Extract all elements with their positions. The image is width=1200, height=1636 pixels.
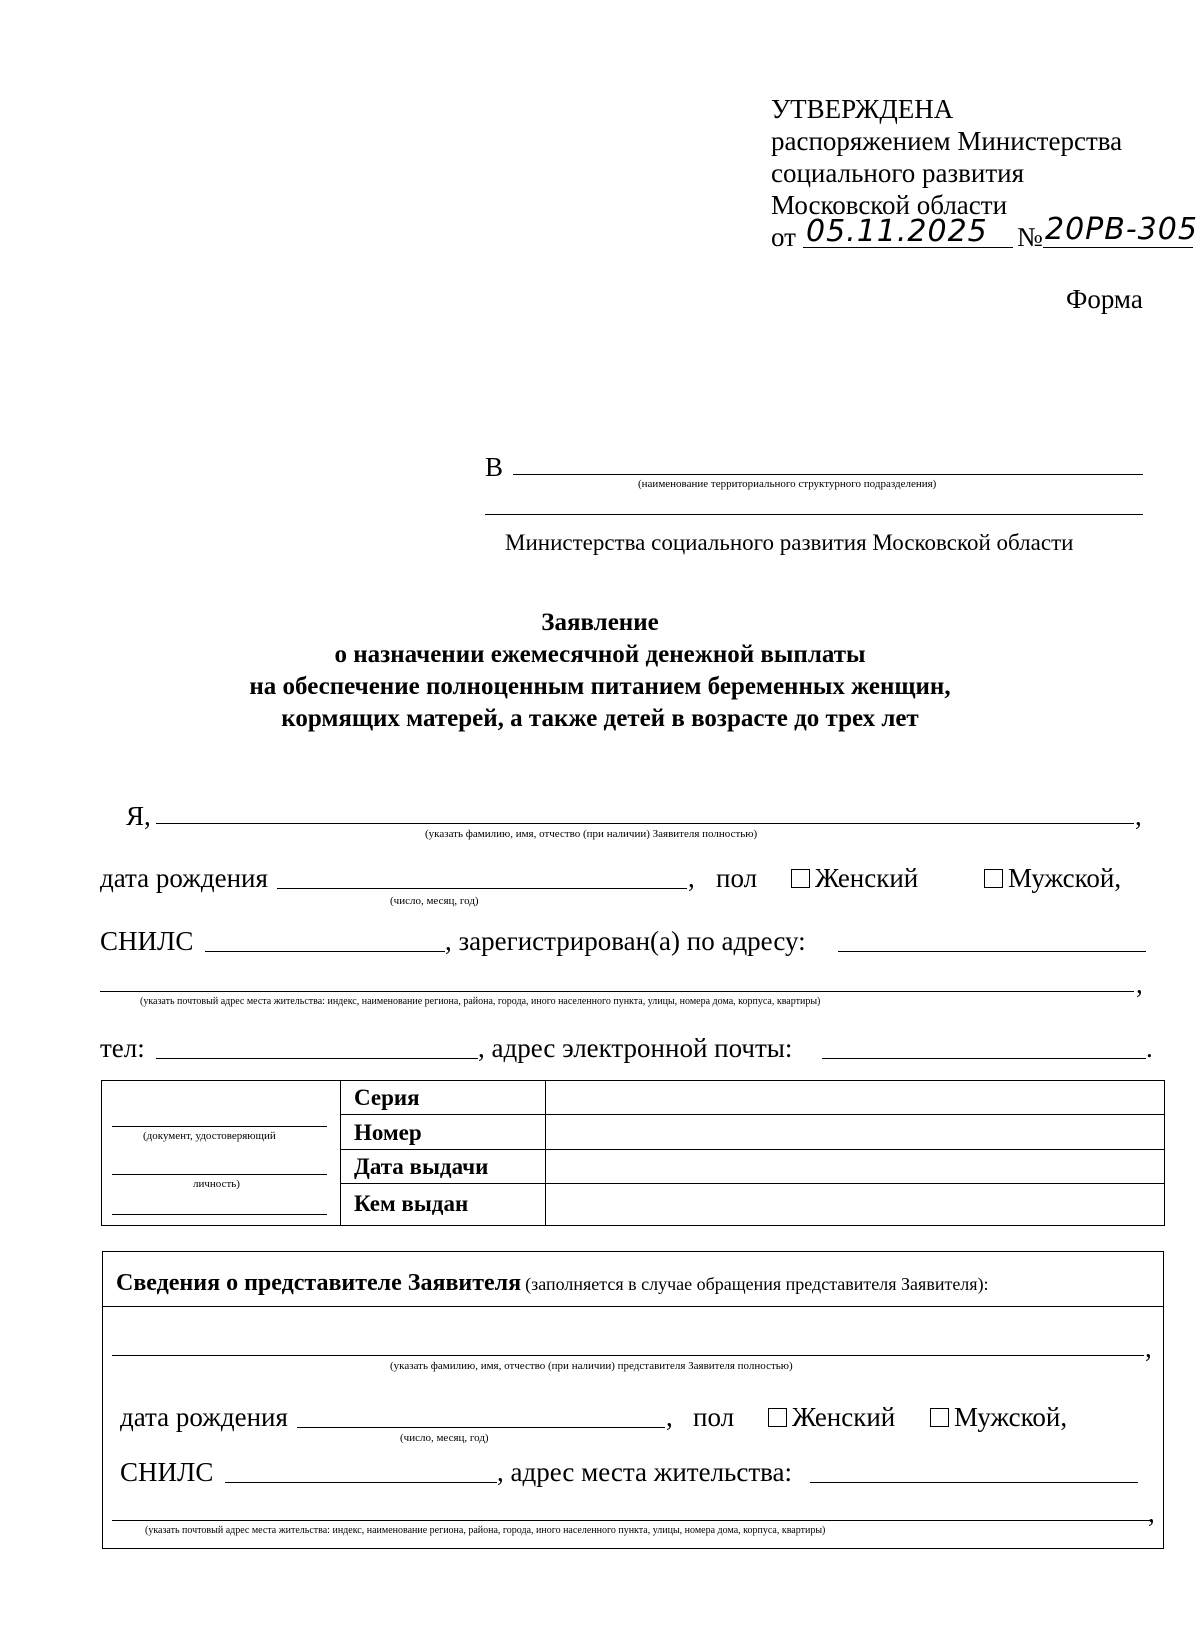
- applicant-phone-label: тел:: [100, 1033, 145, 1063]
- recipient-line-2[interactable]: [485, 514, 1143, 515]
- id-table-row-line-1: [340, 1114, 1165, 1115]
- male-checkbox[interactable]: [984, 869, 1003, 888]
- applicant-i-label: Я,: [126, 801, 151, 831]
- recipient-prefix: В: [485, 452, 504, 482]
- representative-address-line-1[interactable]: [810, 1482, 1138, 1483]
- recipient-ministry: Министерства социального развития Московской области: [505, 530, 1074, 555]
- applicant-address-line-2[interactable]: [100, 991, 1134, 992]
- rep-male-checkbox[interactable]: [930, 1408, 949, 1427]
- applicant-name-line[interactable]: [156, 823, 1134, 824]
- id-row-issued-by-label: Кем выдан: [354, 1191, 469, 1216]
- approval-line3: Московской области: [771, 190, 1008, 220]
- id-row-series-label: Серия: [354, 1085, 420, 1110]
- id-table-divider-2: [545, 1080, 546, 1226]
- representative-birth-caption: (число, месяц, год): [400, 1432, 489, 1444]
- applicant-name-comma: ,: [1135, 801, 1142, 831]
- form-label: Форма: [1066, 284, 1143, 314]
- male-label: Мужской,: [1008, 863, 1122, 893]
- approval-line1: распоряжением Министерства: [771, 126, 1123, 156]
- applicant-gender-label: пол: [716, 863, 758, 893]
- id-table-row-line-3: [340, 1183, 1165, 1184]
- representative-name-caption: (указать фамилию, имя, отчество (при наличии) представителя Заявителя полностью): [390, 1360, 793, 1372]
- approval-number-prefix: №: [1017, 222, 1043, 252]
- id-document-caption-1: (документ, удостоверяющий: [143, 1130, 276, 1142]
- applicant-snils-line[interactable]: [205, 951, 445, 952]
- id-table-divider-1: [340, 1080, 341, 1226]
- applicant-address-comma: ,: [1136, 969, 1143, 999]
- applicant-snils-label: СНИЛС: [100, 926, 194, 956]
- applicant-birth-label: дата рождения: [100, 863, 268, 893]
- id-document-line-1[interactable]: [112, 1126, 327, 1127]
- representative-snils-label: СНИЛС: [120, 1457, 214, 1487]
- applicant-female-option[interactable]: [791, 862, 918, 894]
- id-row-number-label: Номер: [354, 1120, 422, 1145]
- title-line1: Заявление: [541, 609, 659, 636]
- approval-number: 20РВ-305: [1045, 212, 1198, 247]
- applicant-name-caption: (указать фамилию, имя, отчество (при наличии) Заявителя полностью): [425, 828, 758, 840]
- title-line2: о назначении ежемесячной денежной выплаты: [334, 641, 866, 668]
- approval-from-prefix: от: [771, 222, 796, 252]
- id-document-line-2[interactable]: [112, 1174, 327, 1175]
- applicant-registered-label: , зарегистрирован(а) по адресу:: [445, 926, 806, 956]
- id-row-issue-date-label: Дата выдачи: [354, 1154, 489, 1179]
- applicant-birth-line[interactable]: [277, 888, 687, 889]
- representative-address-caption: (указать почтовый адрес места жительства: индекс, наименование региона, района, города, иного населенного пункта, улицы, номера дома, корпуса, квартиры): [145, 1525, 826, 1536]
- recipient-caption: (наименование территориального структурного подразделения): [638, 478, 937, 490]
- applicant-email-label: , адрес электронной почты:: [478, 1033, 793, 1063]
- representative-heading: [116, 1270, 989, 1297]
- representative-snils-line[interactable]: [225, 1482, 497, 1483]
- approval-line2: социального развития: [771, 158, 1025, 188]
- representative-female-option[interactable]: [768, 1401, 895, 1433]
- approval-date: 05.11.2025: [806, 214, 988, 249]
- rep-female-checkbox[interactable]: [768, 1408, 787, 1427]
- title-line3: на обеспечение полноценным питанием беременных женщин,: [249, 673, 951, 700]
- rep-male-label: Мужской,: [954, 1402, 1068, 1432]
- representative-birth-comma: ,: [666, 1402, 673, 1432]
- representative-name-line[interactable]: [112, 1355, 1144, 1356]
- applicant-birth-comma: ,: [688, 863, 695, 893]
- id-document-caption-2: личность): [193, 1178, 240, 1190]
- female-checkbox[interactable]: [791, 869, 810, 888]
- female-label: Женский: [815, 863, 919, 893]
- representative-gender-label: пол: [693, 1402, 735, 1432]
- applicant-address-line-1[interactable]: [838, 951, 1146, 952]
- representative-heading-bold: Сведения о представителе Заявителя: [116, 1270, 522, 1296]
- representative-header-divider: [102, 1306, 1164, 1307]
- representative-heading-note: (заполняется в случае обращения представителя Заявителя):: [525, 1274, 989, 1294]
- id-table-row-line-2: [340, 1149, 1165, 1150]
- rep-female-label: Женский: [792, 1402, 896, 1432]
- applicant-phone-line[interactable]: [156, 1058, 478, 1059]
- representative-address-comma: ,: [1148, 1498, 1155, 1528]
- representative-birth-line[interactable]: [297, 1427, 665, 1428]
- recipient-line-1[interactable]: [513, 474, 1143, 475]
- representative-male-option[interactable]: [930, 1401, 1067, 1433]
- applicant-address-caption: (указать почтовый адрес места жительства: индекс, наименование региона, района, города, иного населенного пункта, улицы, номера дома, корпуса, квартиры): [140, 996, 821, 1007]
- id-document-line-3[interactable]: [112, 1214, 327, 1215]
- applicant-birth-caption: (число, месяц, год): [390, 895, 479, 907]
- applicant-email-line[interactable]: [822, 1058, 1146, 1059]
- applicant-male-option[interactable]: [984, 862, 1121, 894]
- approval-number-line: [1043, 247, 1193, 248]
- applicant-email-period: .: [1146, 1033, 1153, 1063]
- representative-name-comma: ,: [1145, 1333, 1152, 1363]
- representative-birth-label: дата рождения: [120, 1402, 288, 1432]
- representative-residence-label: , адрес места жительства:: [497, 1457, 793, 1487]
- id-document-table: [101, 1080, 1165, 1226]
- representative-address-line-2[interactable]: [112, 1520, 1152, 1521]
- approval-heading: УТВЕРЖДЕНА: [771, 94, 954, 124]
- title-line4: кормящих матерей, а также детей в возрасте до трех лет: [281, 705, 919, 732]
